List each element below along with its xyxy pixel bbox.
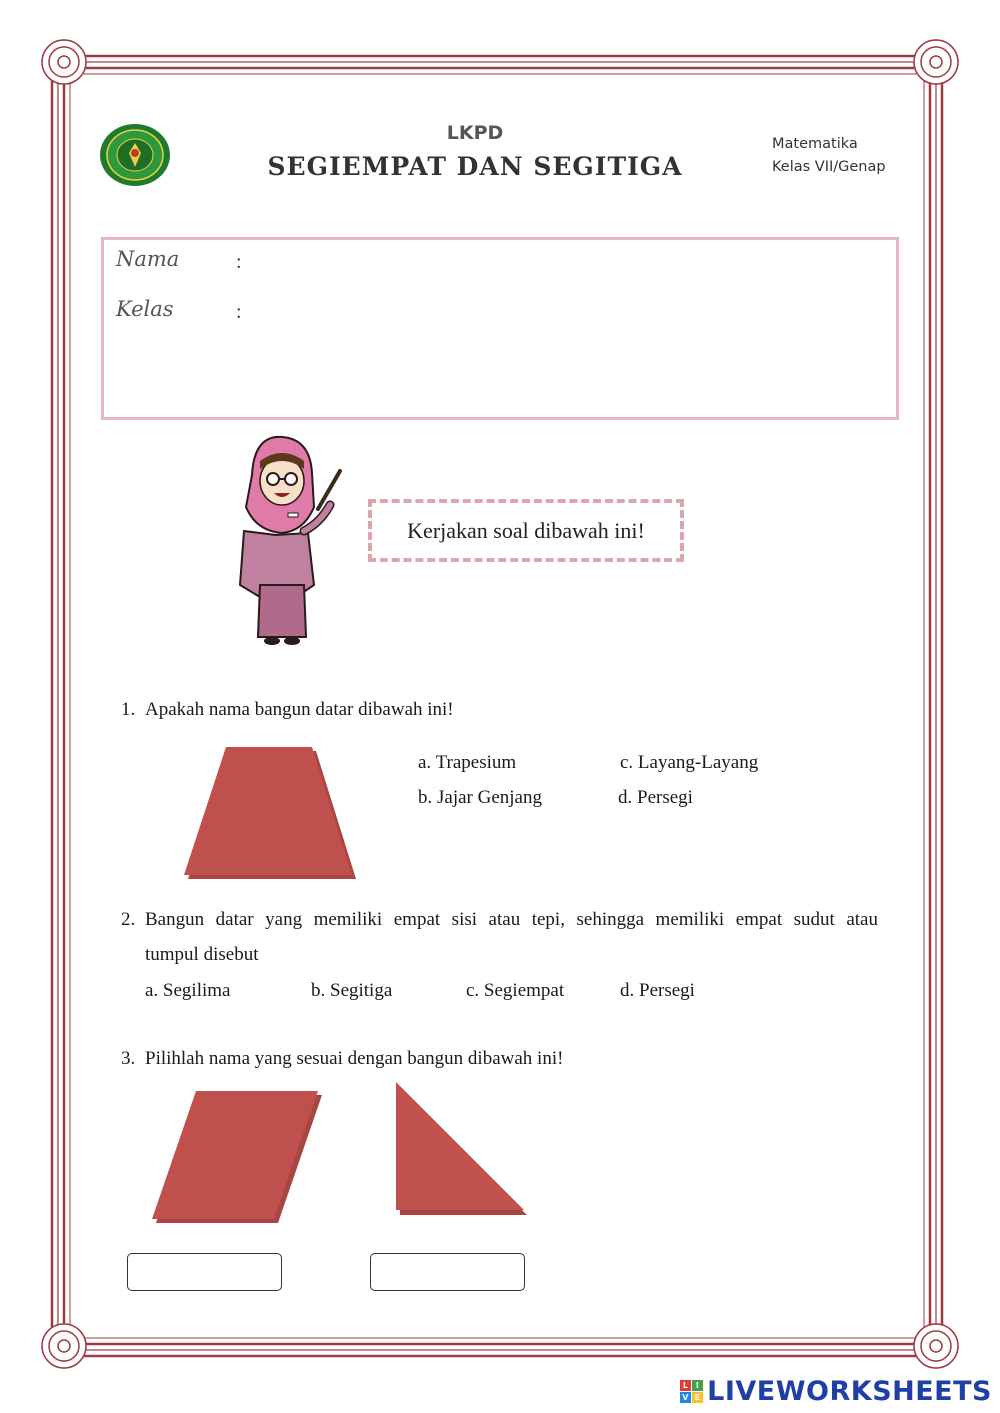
question-2-option-a[interactable]: a. Segilima bbox=[145, 980, 231, 1001]
question-3-text: Pilihlah nama yang sesuai dengan bangun dibawah ini! bbox=[145, 1048, 564, 1069]
question-2-option-b[interactable]: b. Segitiga bbox=[311, 980, 393, 1001]
name-label: Nama bbox=[116, 247, 180, 271]
question-2-number: 2. bbox=[121, 909, 136, 930]
question-2-option-c[interactable]: c. Segiempat bbox=[466, 980, 565, 1001]
name-colon: : bbox=[236, 251, 242, 273]
answer-input-triangle[interactable] bbox=[370, 1253, 525, 1291]
question-3-number: 3. bbox=[121, 1048, 136, 1069]
badge-letter: I bbox=[692, 1380, 703, 1391]
class-field[interactable] bbox=[252, 298, 872, 328]
trapezoid-shape bbox=[184, 747, 360, 883]
subject-info bbox=[772, 133, 886, 179]
document-label: LKPD bbox=[446, 122, 504, 144]
question-1-text: Apakah nama bangun datar dibawah ini! bbox=[145, 699, 454, 720]
right-triangle-shape bbox=[396, 1082, 530, 1216]
question-2-text-line2: tumpul disebut bbox=[145, 944, 259, 965]
answer-input-parallelogram[interactable] bbox=[127, 1253, 282, 1291]
class-label: Kelas bbox=[116, 297, 174, 321]
liveworksheets-wordmark: LIVEWORKSHEETS bbox=[707, 1376, 992, 1407]
question-1-option-a[interactable]: a. Trapesium bbox=[418, 752, 517, 773]
parallelogram-shape bbox=[152, 1091, 326, 1225]
question-1-number: 1. bbox=[121, 699, 136, 720]
liveworksheets-logo bbox=[680, 1376, 992, 1407]
question-2-option-d[interactable]: d. Persegi bbox=[620, 980, 695, 1001]
name-field[interactable] bbox=[252, 248, 872, 278]
instruction-text: Kerjakan soal dibawah ini! bbox=[407, 517, 645, 543]
class-colon: : bbox=[236, 301, 242, 323]
class-semester: Kelas VII/Genap bbox=[772, 159, 886, 175]
liveworksheets-badge-icon bbox=[680, 1380, 703, 1403]
question-1-option-c[interactable]: c. Layang-Layang bbox=[620, 752, 759, 773]
page-title: SEGIEMPAT DAN SEGITIGA bbox=[267, 152, 683, 181]
question-2-text-line1: Bangun datar yang memiliki empat sisi atau tepi, sehingga memiliki empat sudut atau bbox=[145, 909, 878, 930]
teacher-illustration bbox=[232, 435, 347, 650]
badge-letter: E bbox=[692, 1392, 703, 1403]
badge-letter: L bbox=[680, 1380, 691, 1391]
badge-letter: V bbox=[680, 1392, 691, 1403]
instruction-box bbox=[368, 499, 684, 562]
subject-name: Matematika bbox=[772, 136, 858, 152]
question-1-option-b[interactable]: b. Jajar Genjang bbox=[418, 787, 542, 808]
question-1-option-d[interactable]: d. Persegi bbox=[618, 787, 693, 808]
